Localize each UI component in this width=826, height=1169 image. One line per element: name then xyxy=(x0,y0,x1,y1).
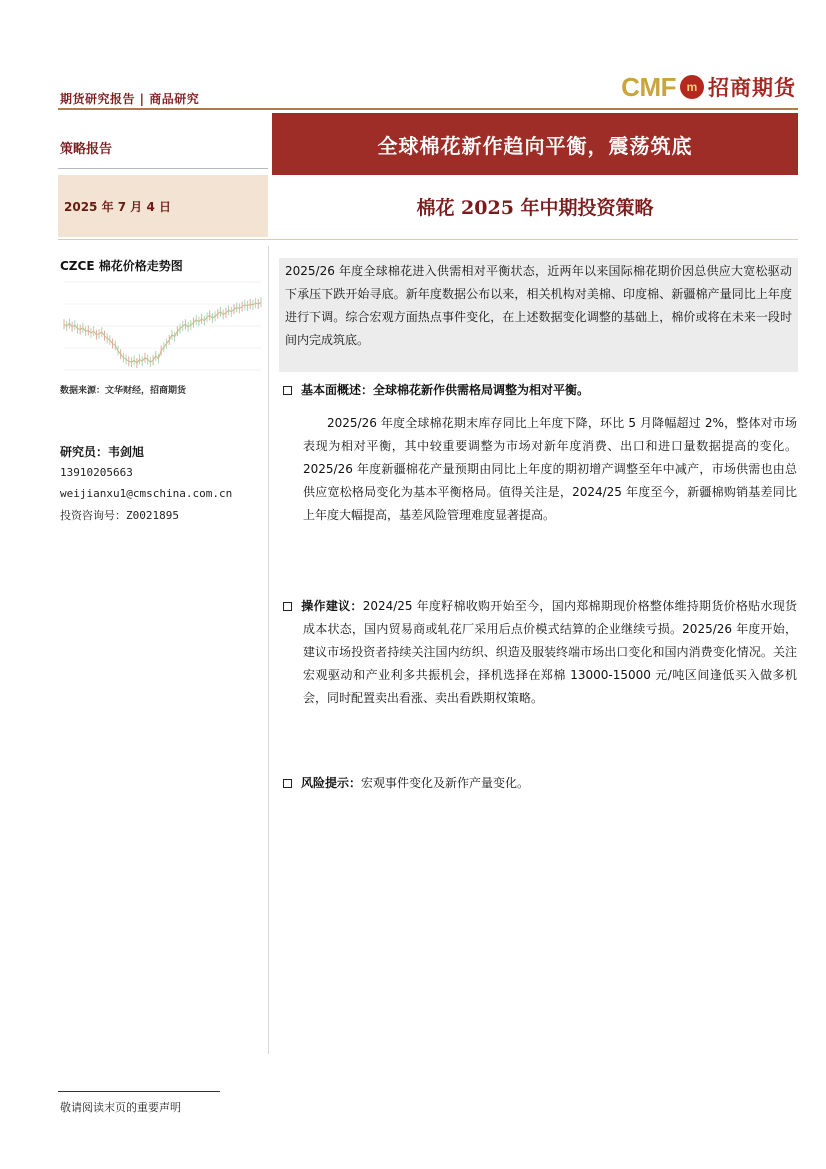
title-banner xyxy=(272,113,798,175)
price-chart-svg xyxy=(60,276,265,376)
column-divider xyxy=(268,246,269,1054)
chart-source: 数据来源：文华财经，招商期货 xyxy=(60,386,187,396)
footer-disclaimer: 敬请阅读末页的重要声明 xyxy=(60,1101,181,1114)
report-date: 2025 年 7 月 4 日 xyxy=(64,199,171,214)
report-subtitle: 棉花 2025 年中期投资策略 xyxy=(416,196,654,219)
logo-company-name: 招商期货 xyxy=(708,76,796,100)
analyst-email[interactable]: weijianxu1@cmschina.com.cn xyxy=(60,487,233,500)
header-divider xyxy=(58,108,798,110)
section-risk xyxy=(283,772,797,795)
summary-box: 2025/26 年度全球棉花进入供需相对平衡状态，近两年以来国际棉花期价因总供应大宽松驱动下承压下跌开始寻底。新年度数据公布以来，相关机构对美棉、印度棉、新疆棉产量同比上年度进行下调。综合宏观方面热点事件变化，在上述数据变化调整的基础上，棉价或将在未来一段时间内完成筑底。 xyxy=(279,258,798,372)
checkbox-bullet-icon xyxy=(283,386,292,395)
section-operation-body: 2024/25 年度籽棉收购开始至今，国内郑棉期现价格整体维持期货价格贴水现货成本状态，国内贸易商或轧花厂采用后点价模式结算的企业继续亏损。2025/26 年度开始，建议市场投资者持续关注国内纺织、织造及服装终端市场出口变化和国内消费变化情况。关注宏观驱动和产业利多共振机会，择机选择在郑棉 13000-15000 元/吨区间逢低买入做多机会，同时配置卖出看涨、卖出看跌期权策略。 xyxy=(303,599,797,705)
section-fundamentals-heading xyxy=(283,379,797,402)
section-fundamentals-body: 2025/26 年度全球棉花期末库存同比上年度下降，环比 5 月降幅超过 2%，整体对市场表现为相对平衡，其中较重要调整为市场对新年度消费、出口和进口量数据提高的变化。2025/26 年度新疆棉花产量预期由同比上年度的期初增产调整至年中减产，市场供需也由总供应宽松格局变化为基本平衡格局。值得关注是，2024/25 年度至今，新疆棉购销基差同比上年度大幅提高，基差风险管理难度显著提高。 xyxy=(303,416,797,522)
logo-latin: CMF xyxy=(621,71,676,102)
chart-title: CZCE 棉花价格走势图 xyxy=(60,259,183,273)
section-risk-body: 宏观事件变化及新作产量变化。 xyxy=(361,776,530,790)
section-risk-title: 风险提示： xyxy=(301,776,362,790)
date-banner xyxy=(58,175,268,237)
analyst-name: 研究员：韦剑旭 xyxy=(60,445,145,459)
checkbox-bullet-icon xyxy=(283,602,292,611)
analyst-phone: 13910205663 xyxy=(60,466,133,479)
analyst-license: 投资咨询号：Z0021895 xyxy=(60,509,179,522)
section-operation-title: 操作建议： xyxy=(301,599,363,613)
report-title: 全球棉花新作趋向平衡，震荡筑底 xyxy=(377,133,693,158)
logo-mark-icon: m xyxy=(680,75,704,99)
checkbox-bullet-icon xyxy=(283,779,292,788)
left-divider xyxy=(58,168,268,169)
report-type: 策略报告 xyxy=(60,142,113,157)
section-operation xyxy=(283,595,797,710)
section-fundamentals-title: 基本面概述：全球棉花新作供需格局调整为相对平衡。 xyxy=(301,383,590,397)
footer-divider xyxy=(58,1091,220,1092)
company-logo xyxy=(621,72,796,102)
price-chart xyxy=(60,276,265,376)
date-divider xyxy=(58,239,798,240)
report-category: 期货研究报告 | 商品研究 xyxy=(60,92,200,106)
section-fundamentals xyxy=(283,379,797,527)
